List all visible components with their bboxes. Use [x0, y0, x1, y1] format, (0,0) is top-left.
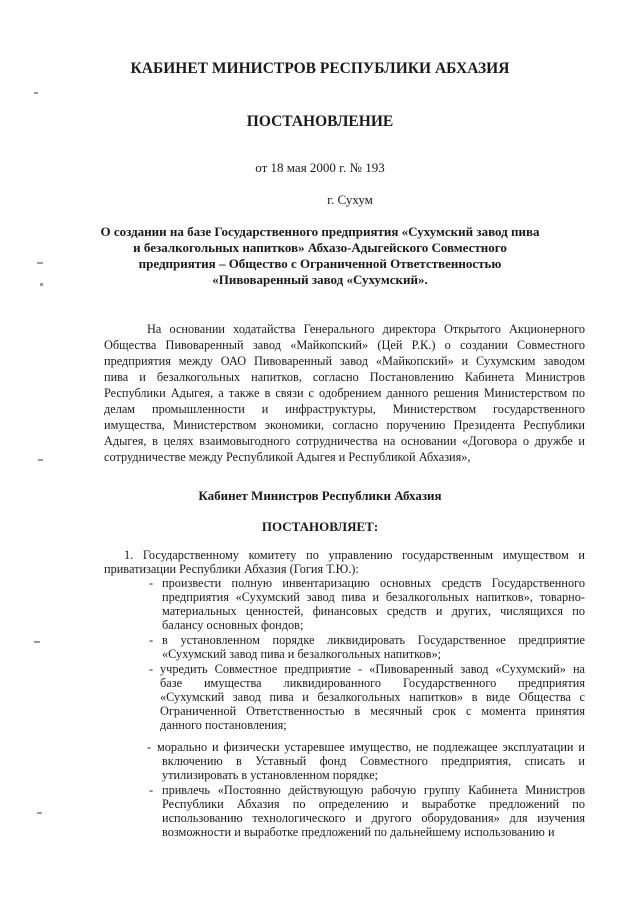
list-item: «Сухумский завод пива и безалкогольных напитков» в виде Общества с [160, 690, 585, 704]
list-item: морально и физически устаревшее имущество, не подлежащее эксплуатации и [157, 740, 585, 754]
list-item: утилизировать в установленном порядке; [162, 768, 379, 782]
list-item: базе имущества ликвидированного Государственного предприятия [160, 676, 585, 690]
scan-speck [34, 641, 40, 643]
title-line: предприятия – Общество с Ограниченной Ответственностью [138, 256, 502, 271]
list-dash: - [147, 740, 152, 754]
item-line: приватизации Республики Абхазия (Гогия Т.Ю.): [104, 562, 359, 576]
title-line: «Пивоваренный завод «Сухумский». [212, 272, 428, 287]
scan-speck [37, 262, 43, 264]
list-item: учредить Совместное предприятие - «Пивоваренный завод «Сухумский» на [160, 662, 585, 676]
preamble-line: имущества, Министерством экономики, согласно поручению Президента Республики [104, 418, 585, 432]
preamble-line: На основании ходатайства Генерального директора Открытого Акционерного [147, 322, 585, 336]
list-item: балансу основных фондов; [162, 618, 304, 632]
list-dash: - [149, 783, 154, 797]
list-dash: - [149, 576, 154, 590]
list-item: данного постановления; [160, 718, 287, 732]
preamble-line: Адыгея, в целях взаимовыгодного сотрудничества на основании «Договора о дружбе и [104, 434, 585, 448]
title-line: О создании на базе Государственного предприятия «Сухумский завод пива [100, 224, 540, 239]
list-item: включению в Уставный фонд Совместного предприятия, списать и [162, 754, 585, 768]
cabinet-heading: КАБИНЕТ МИНИСТРОВ РЕСПУБЛИКИ АБХАЗИЯ [130, 60, 510, 77]
preamble-line: сотрудничестве между Республикой Адыгея и Республикой Абхазия», [104, 450, 471, 464]
list-item: Ограниченной Ответственностью в месячный срок с момента принятия [160, 704, 585, 718]
list-item: Республики Абхазия по определению и выработке предложений по [162, 797, 585, 811]
scan-speck [40, 283, 43, 286]
scan-speck [38, 459, 43, 461]
cabinet-line: Кабинет Министров Республики Абхазия [198, 488, 442, 503]
document-type: ПОСТАНОВЛЕНИЕ [246, 113, 394, 130]
list-item: в установленном порядке ликвидировать Государственное предприятие [162, 633, 585, 647]
resolves-heading: ПОСТАНОВЛЯЕТ: [261, 519, 379, 534]
preamble-line: предприятия между ОАО Пивоваренный завод «Майкопский» и Сухумским заводом [104, 354, 585, 368]
list-item: привлечь «Постоянно действующую рабочую группу Кабинета Министров [162, 783, 585, 797]
item-line: 1. Государственному комитету по управлению государственным имуществом и [124, 548, 585, 562]
list-dash: - [149, 662, 154, 676]
list-item: использованию технологического и другого оборудования» для изучения [162, 811, 585, 825]
list-item: возможности и выработке предложений по дальнейшему использованию и [162, 825, 555, 839]
preamble-line: делам промышленности и инфраструктуры, Министерством государственного [104, 402, 585, 416]
list-item: «Сухумский завод пива и безалкогольных напитков»; [162, 647, 442, 661]
scan-speck [34, 92, 38, 94]
preamble-line: Республики Адыгея, а также в связи с одобрением данного решения Министерством по [104, 386, 585, 400]
scan-speck [37, 812, 42, 814]
list-item: материальных ценностей, финансовых средств и других, числящихся по [162, 604, 585, 618]
title-line: и безалкогольных напитков» Абхазо-Адыгейского Совместного [133, 240, 507, 255]
date-and-number: от 18 мая 2000 г. № 193 [255, 160, 385, 175]
city: г. Сухум [327, 192, 373, 207]
list-item: произвести полную инвентаризацию основных средств Государственного [162, 576, 585, 590]
preamble-line: пива и безалкогольных напитков, согласно Постановлению Кабинета Министров [104, 370, 585, 384]
list-item: предприятия «Сухумский завод пива и безалкогольных напитков», товарно- [162, 590, 585, 604]
preamble-line: Общества Пивоваренный завод «Майкопский» (Цей Р.К.) о создании Совместного [104, 338, 585, 352]
list-dash: - [149, 633, 154, 647]
